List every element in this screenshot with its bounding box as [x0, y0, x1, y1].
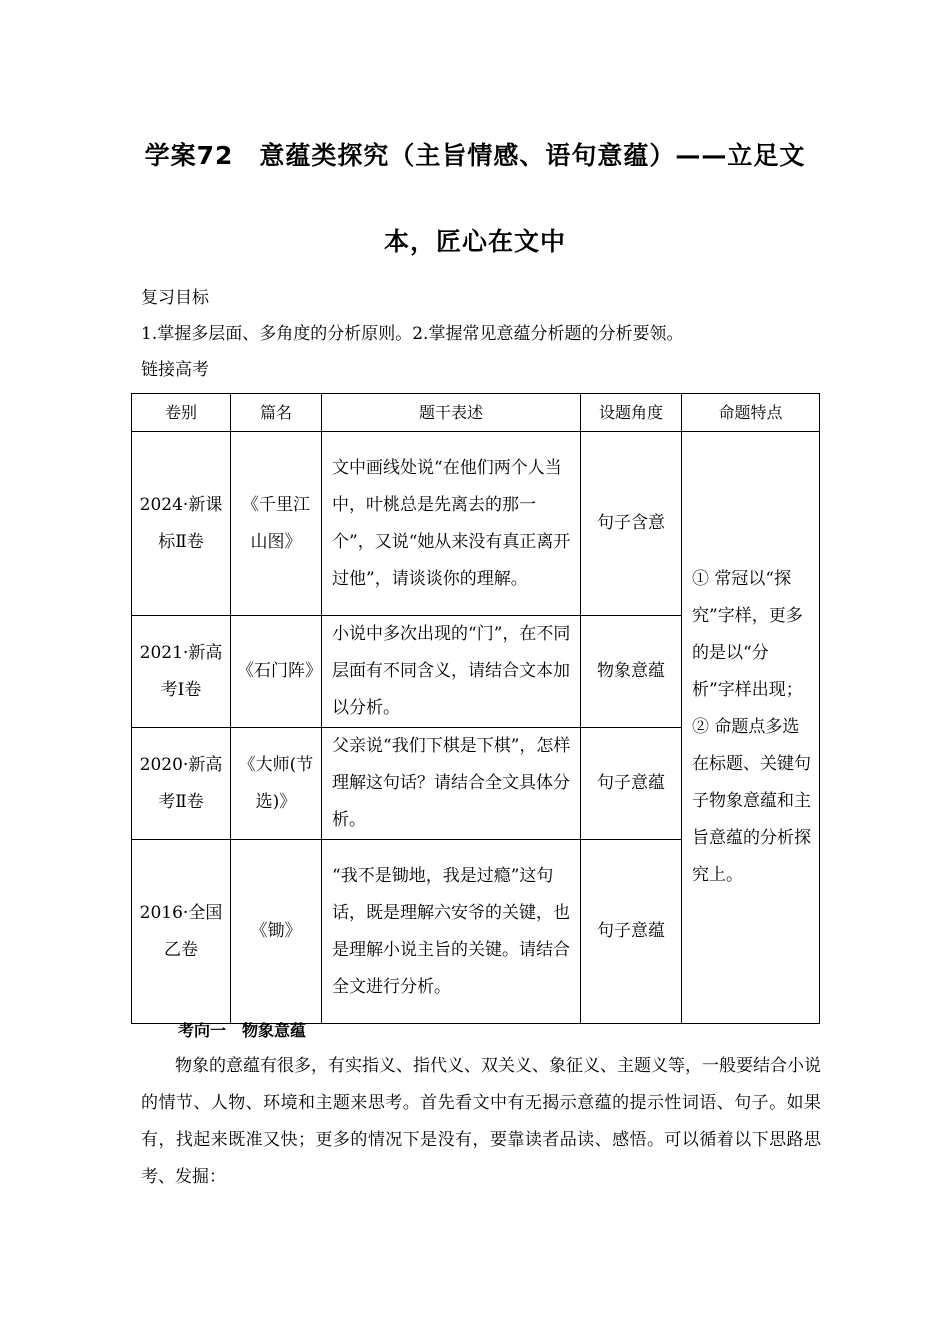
- table-row: [132, 432, 820, 616]
- cell-stem: 父亲说“我们下棋是下棋”，怎样理解这句话？请结合全文具体分析。: [322, 728, 581, 840]
- header-stem: 题干表述: [322, 394, 581, 432]
- cell-work: 《大师(节选)》: [231, 728, 322, 840]
- page-title-line1: 学案72 意蕴类探究（主旨情感、语句意蕴）——立足文: [144, 141, 806, 170]
- link-heading: 链接高考: [141, 360, 209, 380]
- cell-stem: “我不是锄地，我是过瘾”这句话，既是理解六安爷的关键，也是理解小说主旨的关键。请结合全文进行分析。: [322, 840, 581, 1024]
- cell-work: 《锄》: [231, 840, 322, 1024]
- header-feature: 命题特点: [682, 394, 820, 432]
- cell-angle: 句子含意: [581, 432, 682, 616]
- cell-feature: ① 常冠以“探究”字样，更多的是以“分析”字样出现；② 命题点多选在标题、关键句子物象意蕴和主旨意蕴的分析探究上。: [682, 432, 820, 1024]
- header-angle: 设题角度: [581, 394, 682, 432]
- review-goals: 1.掌握多层面、多角度的分析原则。2.掌握常见意蕴分析题的分析要领。: [141, 324, 684, 344]
- cell-work: 《千里江山图》: [231, 432, 322, 616]
- cell-stem: 文中画线处说“在他们两个人当中，叶桃总是先离去的那一个”，又说“她从来没有真正离开过他”，请谈谈你的理解。: [322, 432, 581, 616]
- review-heading: 复习目标: [141, 288, 209, 308]
- cell-paper: 2016·全国乙卷: [132, 840, 231, 1024]
- exam-table: [131, 393, 820, 1024]
- cell-angle: 句子意蕴: [581, 840, 682, 1024]
- page-title-line2: 本，匠心在文中: [383, 227, 566, 256]
- cell-paper: 2021·新高考Ⅰ卷: [132, 616, 231, 728]
- table-header-row: [132, 394, 820, 432]
- cell-angle: 物象意蕴: [581, 616, 682, 728]
- cell-paper: 2020·新高考Ⅱ卷: [132, 728, 231, 840]
- header-work: 篇名: [231, 394, 322, 432]
- cell-stem: 小说中多次出现的“门”，在不同层面有不同含义，请结合文本加以分析。: [322, 616, 581, 728]
- cell-work: 《石门阵》: [231, 616, 322, 728]
- cell-paper: 2024·新课标Ⅱ卷: [132, 432, 231, 616]
- cell-angle: 句子意蕴: [581, 728, 682, 840]
- header-paper: 卷别: [132, 394, 231, 432]
- section-heading: 考向一 物象意蕴: [178, 1021, 307, 1040]
- section-paragraph: 物象的意蕴有很多，有实指义、指代义、双关义、象征义、主题义等，一般要结合小说的情节、人物、环境和主题来思考。首先看文中有无揭示意蕴的提示性词语、句子。如果有，找起来既准又快；更多的情况下是没有，要靠读者品读、感悟。可以循着以下思路思考、发掘：: [141, 1056, 821, 1187]
